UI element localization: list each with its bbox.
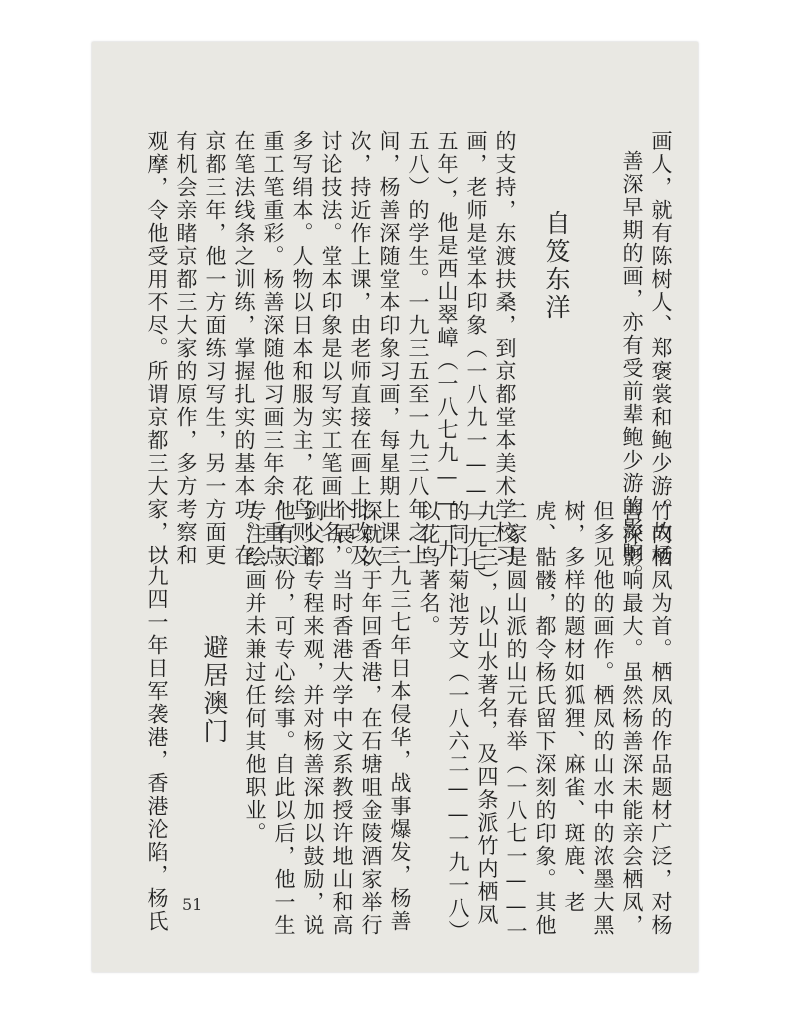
text-column: 他有天份，可专心绘事。自此以后，他一生	[272, 500, 296, 937]
text-column: 多写绢本。人物以日本和服为主，花鸟则注	[290, 130, 314, 567]
text-column: 五八）的学生。一九三五至一九三八年之上	[406, 130, 430, 567]
text-column: 有机会亲睹京都三大家的原作，多方考察和	[174, 130, 198, 567]
text-column: 竹内栖凤为首。栖凤的作品题材广泛，对杨	[649, 500, 673, 937]
text-column: 个展。当时香港大学中文系教授许地山和高	[330, 500, 354, 937]
text-column: 重工笔重彩。杨善深随他习画三年余，重点	[261, 130, 285, 567]
text-column: 专注绘画并未兼过任何其他职业。	[243, 500, 267, 845]
text-column: 的支持，东渡扶桑，到京都堂本美术学校习	[493, 130, 517, 567]
text-column: 二家是圆山派的山元春举（一八七一——一	[504, 500, 528, 943]
text-column: 次，持近作上课，由老师直接在画上批改及	[348, 130, 372, 567]
text-column: 五年），他是西山翠嶂（一八七九——一九	[435, 130, 459, 563]
text-column: 虎、骷髅，都令杨氏留下深刻的印象。其他	[533, 500, 557, 937]
text-column: 画人，就有陈树人、郑褒裳和鲍少游。故杨	[649, 130, 673, 567]
section-heading: 自笈东洋	[542, 210, 571, 322]
text-column: 一九三七年日本侵华，战事爆发，杨善	[388, 542, 412, 933]
text-column: 的同门菊池芳文（一八六二——一九一八）	[446, 500, 470, 943]
text-column: 观摩，令他受用不尽。所谓京都三大家，以	[145, 130, 169, 567]
text-column: 间，杨善深随堂本印象习画，每星期上课三	[377, 130, 401, 567]
text-column: 京都三年，他一方面练习写生，另一方面更	[203, 130, 227, 567]
text-column: 深就次于年回香港，在石塘咀金陵酒家举行	[359, 500, 383, 937]
book-page	[92, 42, 698, 972]
text-column: 善深早期的画，亦有受前辈鲍少游的影响。	[620, 150, 644, 587]
text-column: 善深影响最大。虽然杨善深未能亲会栖凤，	[620, 500, 644, 937]
text-column: 讨论技法。堂本印象是以写实工笔画出名，	[319, 130, 343, 567]
text-column: 一九四一年日军袭港，香港沦陷，杨氏	[145, 542, 169, 933]
text-column: 但多见他的画作。栖凤的山水中的浓墨大黑	[591, 500, 615, 937]
text-column: 九三三），以山水著名，及四条派竹内栖凤	[475, 500, 499, 927]
text-column: 以花鸟著名。	[417, 500, 441, 638]
page-number: 51	[182, 895, 203, 914]
text-column: 画，老师是堂本印象（一八九一——一九七	[464, 130, 488, 573]
text-column: 树，多样的题材如狐狸、麻雀、斑鹿、老	[562, 500, 586, 914]
text-column: 在笔法线条之训练，掌握扎实的基本功。在	[232, 130, 256, 567]
text-column: 剑父都专程来观，并对杨善深加以鼓励，说	[301, 500, 325, 937]
section-heading: 避居澳门	[200, 634, 229, 746]
